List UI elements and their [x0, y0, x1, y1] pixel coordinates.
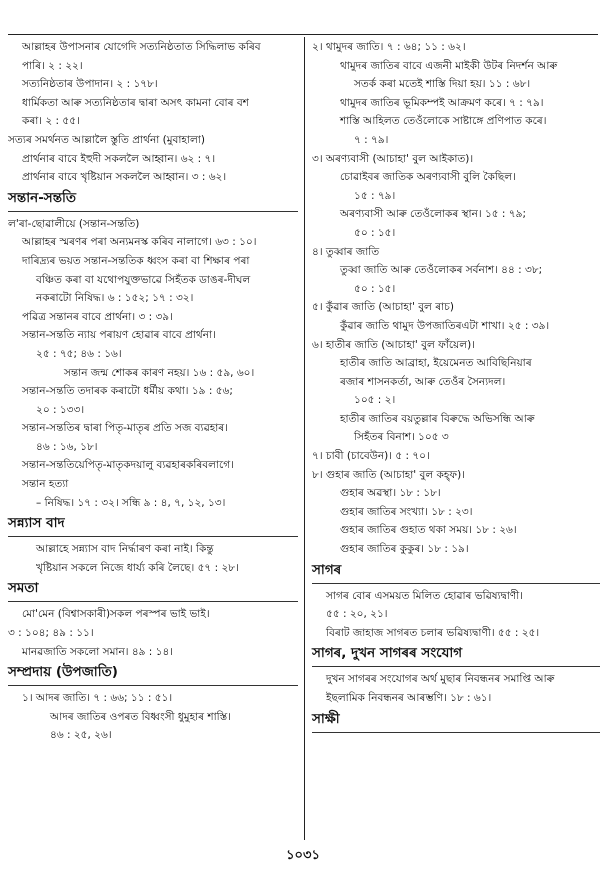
section-heading: সন্ন্যাস বাদ — [8, 515, 65, 532]
index-entry-line: পৱিত্ৰ সন্তানৰ বাবে প্ৰাৰ্থনা। ৩ : ৩৯। — [22, 310, 173, 323]
top-rule — [8, 34, 598, 35]
index-entry-line: ৫। কুঁৱাৰ জাতি (আচাহা' বুল ৰাচ) — [312, 301, 454, 314]
heading-underline — [312, 666, 600, 667]
index-entry-line: তুব্বা জাতি আৰু তেওঁলোকৰ সৰ্বনাশ। ৪৪ : ৩৮; — [340, 264, 543, 277]
index-entry-line: দুখন সাগৰৰ সংযোগৰ অৰ্থ মুছাৰ নিবন্ধনৰ সমাপ্তি আৰু — [326, 673, 555, 686]
index-entry-line: ৩। অৰণ্যবাসী (আচাহা' বুল আইকাত)। — [312, 152, 474, 165]
index-entry-line: কুঁৱাৰ জাতি থামুদ উপজাতিৰএটা শাখা। ২৫ : ৩৯। — [340, 319, 550, 332]
heading-underline — [8, 601, 298, 602]
index-entry-line: ৪৬ : ২৫, ২৬। — [50, 729, 112, 742]
index-entry-line: প্ৰাৰ্থনাৰ বাবে ইহুদী সকললৈ আহ্বান। ৬২ : ৭। — [22, 152, 216, 165]
index-entry-line: শাস্তি আহিলত তেওঁলোকে সাষ্টাঙ্গে প্ৰণিপাত কৰে। — [340, 115, 547, 128]
section-heading: সম্প্ৰদায় (উপজাতি) — [8, 664, 118, 681]
column-divider — [304, 37, 305, 840]
section-heading: সাক্ষী — [312, 710, 340, 727]
index-entry-line: বিৰাট জাহাজ সাগৰত চলাৰ ভৱিষ্যদ্বাণী। ৫৫ : ২৫। — [326, 626, 540, 639]
index-entry-line: সন্তান-সন্ততিৰ দ্বাৰা পিতৃ-মাতৃৰ প্ৰতি সজ ব্যৱহাৰ। — [22, 422, 228, 435]
index-entry-line: গুহাৰ অৱস্থা। ১৮ : ১৮। — [340, 487, 441, 500]
index-entry-line: সন্তান-সন্ততি তদাৰক কৰাটো ধৰ্মীয় কথা। ১৯ : ৫৬; — [22, 385, 233, 398]
index-entry-line: ২। থামুদৰ জাতি। ৭ : ৬৪; ১১ : ৬২। — [312, 41, 466, 53]
index-entry-line: ৮। গুহাৰ জাতি (আচাহা' বুল কহ্‌ফ)। — [312, 468, 465, 481]
index-entry-line: সত্যৰ সমৰ্থনত আল্লালৈ স্তুতি প্ৰাৰ্থনা (মুবাহালা) — [8, 133, 205, 146]
index-entry-line: পাৰি। ২ : ২২। — [22, 59, 83, 72]
page-number: ১০৩১ — [286, 848, 320, 863]
index-entry-line: ১। আদৰ জাতি। ৭ : ৬৬; ১১ : ৫১। — [22, 692, 173, 705]
index-entry-line: আল্লাহৰ উপাসনাৰ যোগেদি সত্যনিষ্ঠতাত সিদ্ধিলাভ কৰিব — [22, 41, 261, 53]
index-entry-line: ৫০ : ১৫। — [354, 282, 396, 295]
section-heading: সন্তান-সন্ততি — [8, 189, 77, 206]
section-heading: সাগৰ, দুখন সাগৰৰ সংযোগ — [312, 645, 463, 662]
index-entry-line: ১৫ : ৭৯। — [354, 189, 396, 202]
index-entry-line: আদৰ জাতিৰ ওপৰত বিধ্বংসী ধুমুহাৰ শাস্তি। — [50, 710, 231, 723]
heading-underline — [8, 685, 298, 686]
index-entry-line: সন্তান জন্ম শোকৰ কাৰণ নহয়। ১৬ : ৫৯, ৬০। — [64, 366, 255, 379]
index-entry-line: হাতীৰ জাতি আব্ৰাহা, ইয়েমেনত আবিছিনিয়াৰ — [340, 357, 532, 370]
heading-underline — [8, 211, 298, 212]
index-entry-line: থামুদৰ জাতিৰ ভূমিকম্পই আক্ৰমণ কৰে। ৭ : ৭৯। — [340, 96, 544, 109]
index-entry-line: হাতীৰ জাতিৰ বয়তুল্লাৰ বিৰুদ্ধে অভিসন্ধি আৰু — [340, 412, 535, 425]
section-heading: সাগৰ — [312, 561, 342, 578]
index-entry-line: সন্তান-সন্ততি ন্যায় পৰায়ণ হোৱাৰ বাবে প্ৰাৰ্থনা। — [22, 329, 216, 342]
index-entry-line: খৃষ্টিয়ান সকলে নিজে ধাৰ্য্য কৰি লৈছে। ৫৭ : ২৮। — [36, 561, 239, 574]
index-entry-line: আল্লাহে সন্ন্যাস বাদ নিৰ্দ্ধাৰণ কৰা নাই। কিন্তু — [36, 543, 214, 556]
index-entry-line: ইছলামিক নিবন্ধনৰ আৰম্ভণি। ১৮ : ৬১। — [326, 692, 492, 704]
index-entry-line: ধাৰ্মিকতা আৰু সত্যনিষ্ঠতাৰ দ্বাৰা অসৎ কামনা বোৰ বশ — [22, 96, 249, 109]
index-entry-line: চোৱাইবৰ জাতিক অৰণ্যবাসী বুলি কৈছিল। — [340, 171, 516, 184]
index-entry-line: সত্যনিষ্ঠতাৰ উপাদান। ২ : ১৭৮। — [22, 78, 158, 91]
index-entry-line: সতৰ্ক কৰা মতেই শাস্তি দিয়া হয়। ১১ : ৬৮। — [354, 78, 531, 91]
index-entry-line: ল'ৰা-ছোৱালীয়ে (সন্তান-সন্ততি) — [8, 217, 140, 230]
index-entry-line: গুহাৰ জাতিৰ সংখ্যা। ১৮ : ২৩। — [340, 505, 473, 518]
index-entry-line: কৰা। ২ : ৫৫। — [22, 115, 80, 128]
index-entry-line: ২০ : ১৩৩। — [36, 403, 85, 416]
index-entry-line: ৩ : ১০৪; ৪৯ : ১১। — [8, 627, 94, 640]
right-column — [312, 38, 600, 736]
heading-underline — [8, 536, 298, 537]
index-entry-line: গুহাৰ জাতিৰ গুহাত থকা সময়। ১৮ : ২৬। — [340, 524, 517, 537]
index-entry-line: ৭ : ৭৯। — [354, 133, 389, 146]
index-entry-line: ৭। চাবী (চাবেউন)। ৫ : ৭০। — [312, 450, 430, 463]
index-entry-line: মানৱজাতি সকলো সমান। ৪৯ : ১৪। — [22, 645, 174, 658]
index-entry-line: – নিষিদ্ধ। ১৭ : ৩২। সন্ধি ৯ : ৪, ৭, ১২, ১৩। — [36, 496, 226, 509]
index-entry-line: মো'মেন (বিশ্বাসকাৰী)সকল পৰস্পৰ ভাই ভাই। — [22, 608, 210, 621]
index-entry-line: ৰজাৰ শাসনকৰ্তা, আৰু তেওঁৰ সৈন্যদল। — [340, 375, 506, 388]
index-entry-line: ২৫ : ৭৫; ৪৬ : ১৬। — [36, 347, 122, 360]
index-entry-line: দাৰিদ্ৰ্যৰ ভয়ত সন্তান-সন্ততিক ধ্বংস কৰা বা শিক্ষাৰ পৰা — [22, 254, 250, 267]
index-entry-line: সাগৰ বোৰ এসময়ত মিলিত হোৱাৰ ভৱিষ্যদ্বাণী। — [326, 589, 524, 602]
index-entry-line: অৰণ্যবাসী আৰু তেওঁলোকৰ স্থান। ১৫ : ৭৯; — [340, 208, 526, 221]
index-entry-line: থামুদৰ জাতিৰ বাবে এজনী মাইকী উটৰ নিদৰ্শন আৰু — [340, 59, 558, 72]
index-entry-line: সন্তান-সন্ততিয়েপিতৃ-মাতৃকদয়ালু ব্যৱহাৰকৰিবলাগে। — [22, 459, 234, 472]
index-entry-line: নকৰাটো নিষিদ্ধ। ৬ : ১৫২; ১৭ : ৩২। — [36, 292, 194, 305]
section-heading: সমতা — [8, 580, 39, 597]
heading-underline — [312, 583, 600, 584]
index-entry-line: আল্লাহৰ স্মৰণৰ পৰা অন্যমনস্ক কৰিব নালাগে। ৬৩ : ১০। — [22, 236, 257, 249]
index-entry-line: গুহাৰ জাতিৰ কুকুৰ। ১৮ : ১৯। — [340, 543, 469, 556]
index-entry-line: ৫৫ : ২০, ২১। — [326, 608, 388, 621]
index-entry-line: ১০৫ : ২। — [354, 394, 396, 407]
index-entry-line: ৪৬ : ১৬, ১৮। — [36, 440, 98, 453]
index-entry-line: ৪। তুব্বাৰ জাতি — [312, 245, 380, 258]
index-entry-line: প্ৰাৰ্থনাৰ বাবে খৃষ্টিয়ান সকললৈ আহ্বান। ৩ : ৬২। — [22, 171, 227, 184]
index-entry-line: ৫০ : ১৫। — [354, 226, 396, 239]
index-entry-line: বঞ্চিত কৰা বা যথোপযুক্তভাৱে সিহঁতক ডাঙৰ-দীঘল — [36, 273, 251, 286]
index-entry-line: সিহঁতৰ বিনাশ। ১০৫ ৩ — [354, 431, 449, 444]
left-column — [8, 38, 298, 745]
heading-underline — [312, 732, 600, 733]
index-entry-line: সন্তান হত্যা — [22, 478, 69, 491]
index-entry-line: ৬। হাতীৰ জাতি (আচাহা' বুল ফাঁয়েল)। — [312, 338, 475, 351]
